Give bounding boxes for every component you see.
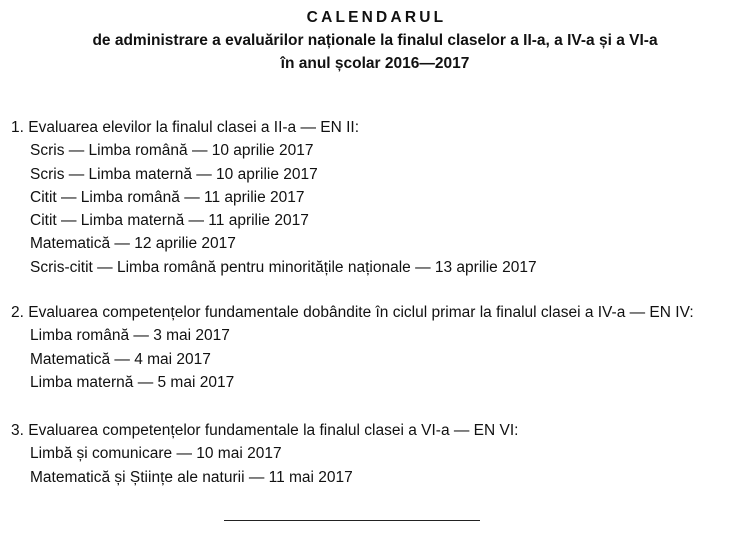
- closing-rule: [224, 520, 480, 521]
- school-year: în anul școlar 2016—2017: [280, 55, 470, 72]
- list-item: Limbă și comunicare — 10 mai 2017: [30, 445, 282, 463]
- exam-list: [11, 442, 518, 489]
- list-item: Matematică — 4 mai 2017: [30, 350, 211, 368]
- section-title: 1. Evaluarea elevilor la finalul clasei a II-a — EN II:: [11, 119, 360, 136]
- list-item: Scris — Limba maternă — 10 aprilie 2017: [30, 165, 318, 183]
- section-title: 3. Evaluarea competențelor fundamentale la finalul clasei a VI-a — EN VI:: [11, 422, 519, 439]
- section-en-ii: [11, 116, 537, 279]
- section-en-vi: [11, 419, 518, 489]
- list-item: Limba română — 3 mai 2017: [30, 327, 230, 345]
- list-item: Citit — Limba maternă — 11 aprilie 2017: [30, 212, 309, 230]
- list-item: Scris — Limba română — 10 aprilie 2017: [30, 142, 314, 160]
- list-item: Citit — Limba română — 11 aprilie 2017: [30, 188, 305, 206]
- list-item: Matematică și Științe ale naturii — 11 mai 2017: [30, 468, 353, 486]
- exam-list: [11, 324, 694, 394]
- section-title: 2. Evaluarea competențelor fundamentale dobândite în ciclul primar la finalul clasei a IV-a — EN IV:: [11, 304, 694, 321]
- exam-list: [11, 139, 537, 279]
- list-item: Scris-citit — Limba română pentru minoritățile naționale — 13 aprilie 2017: [30, 258, 537, 276]
- list-item: Limba maternă — 5 mai 2017: [30, 373, 235, 391]
- section-en-iv: [11, 301, 694, 394]
- document-title: CALENDARUL: [306, 9, 447, 26]
- list-item: Matematică — 12 aprilie 2017: [30, 235, 236, 253]
- document-subtitle: de administrare a evaluărilor naționale la finalul claselor a II-a, a IV-a și a VI-a: [92, 32, 658, 49]
